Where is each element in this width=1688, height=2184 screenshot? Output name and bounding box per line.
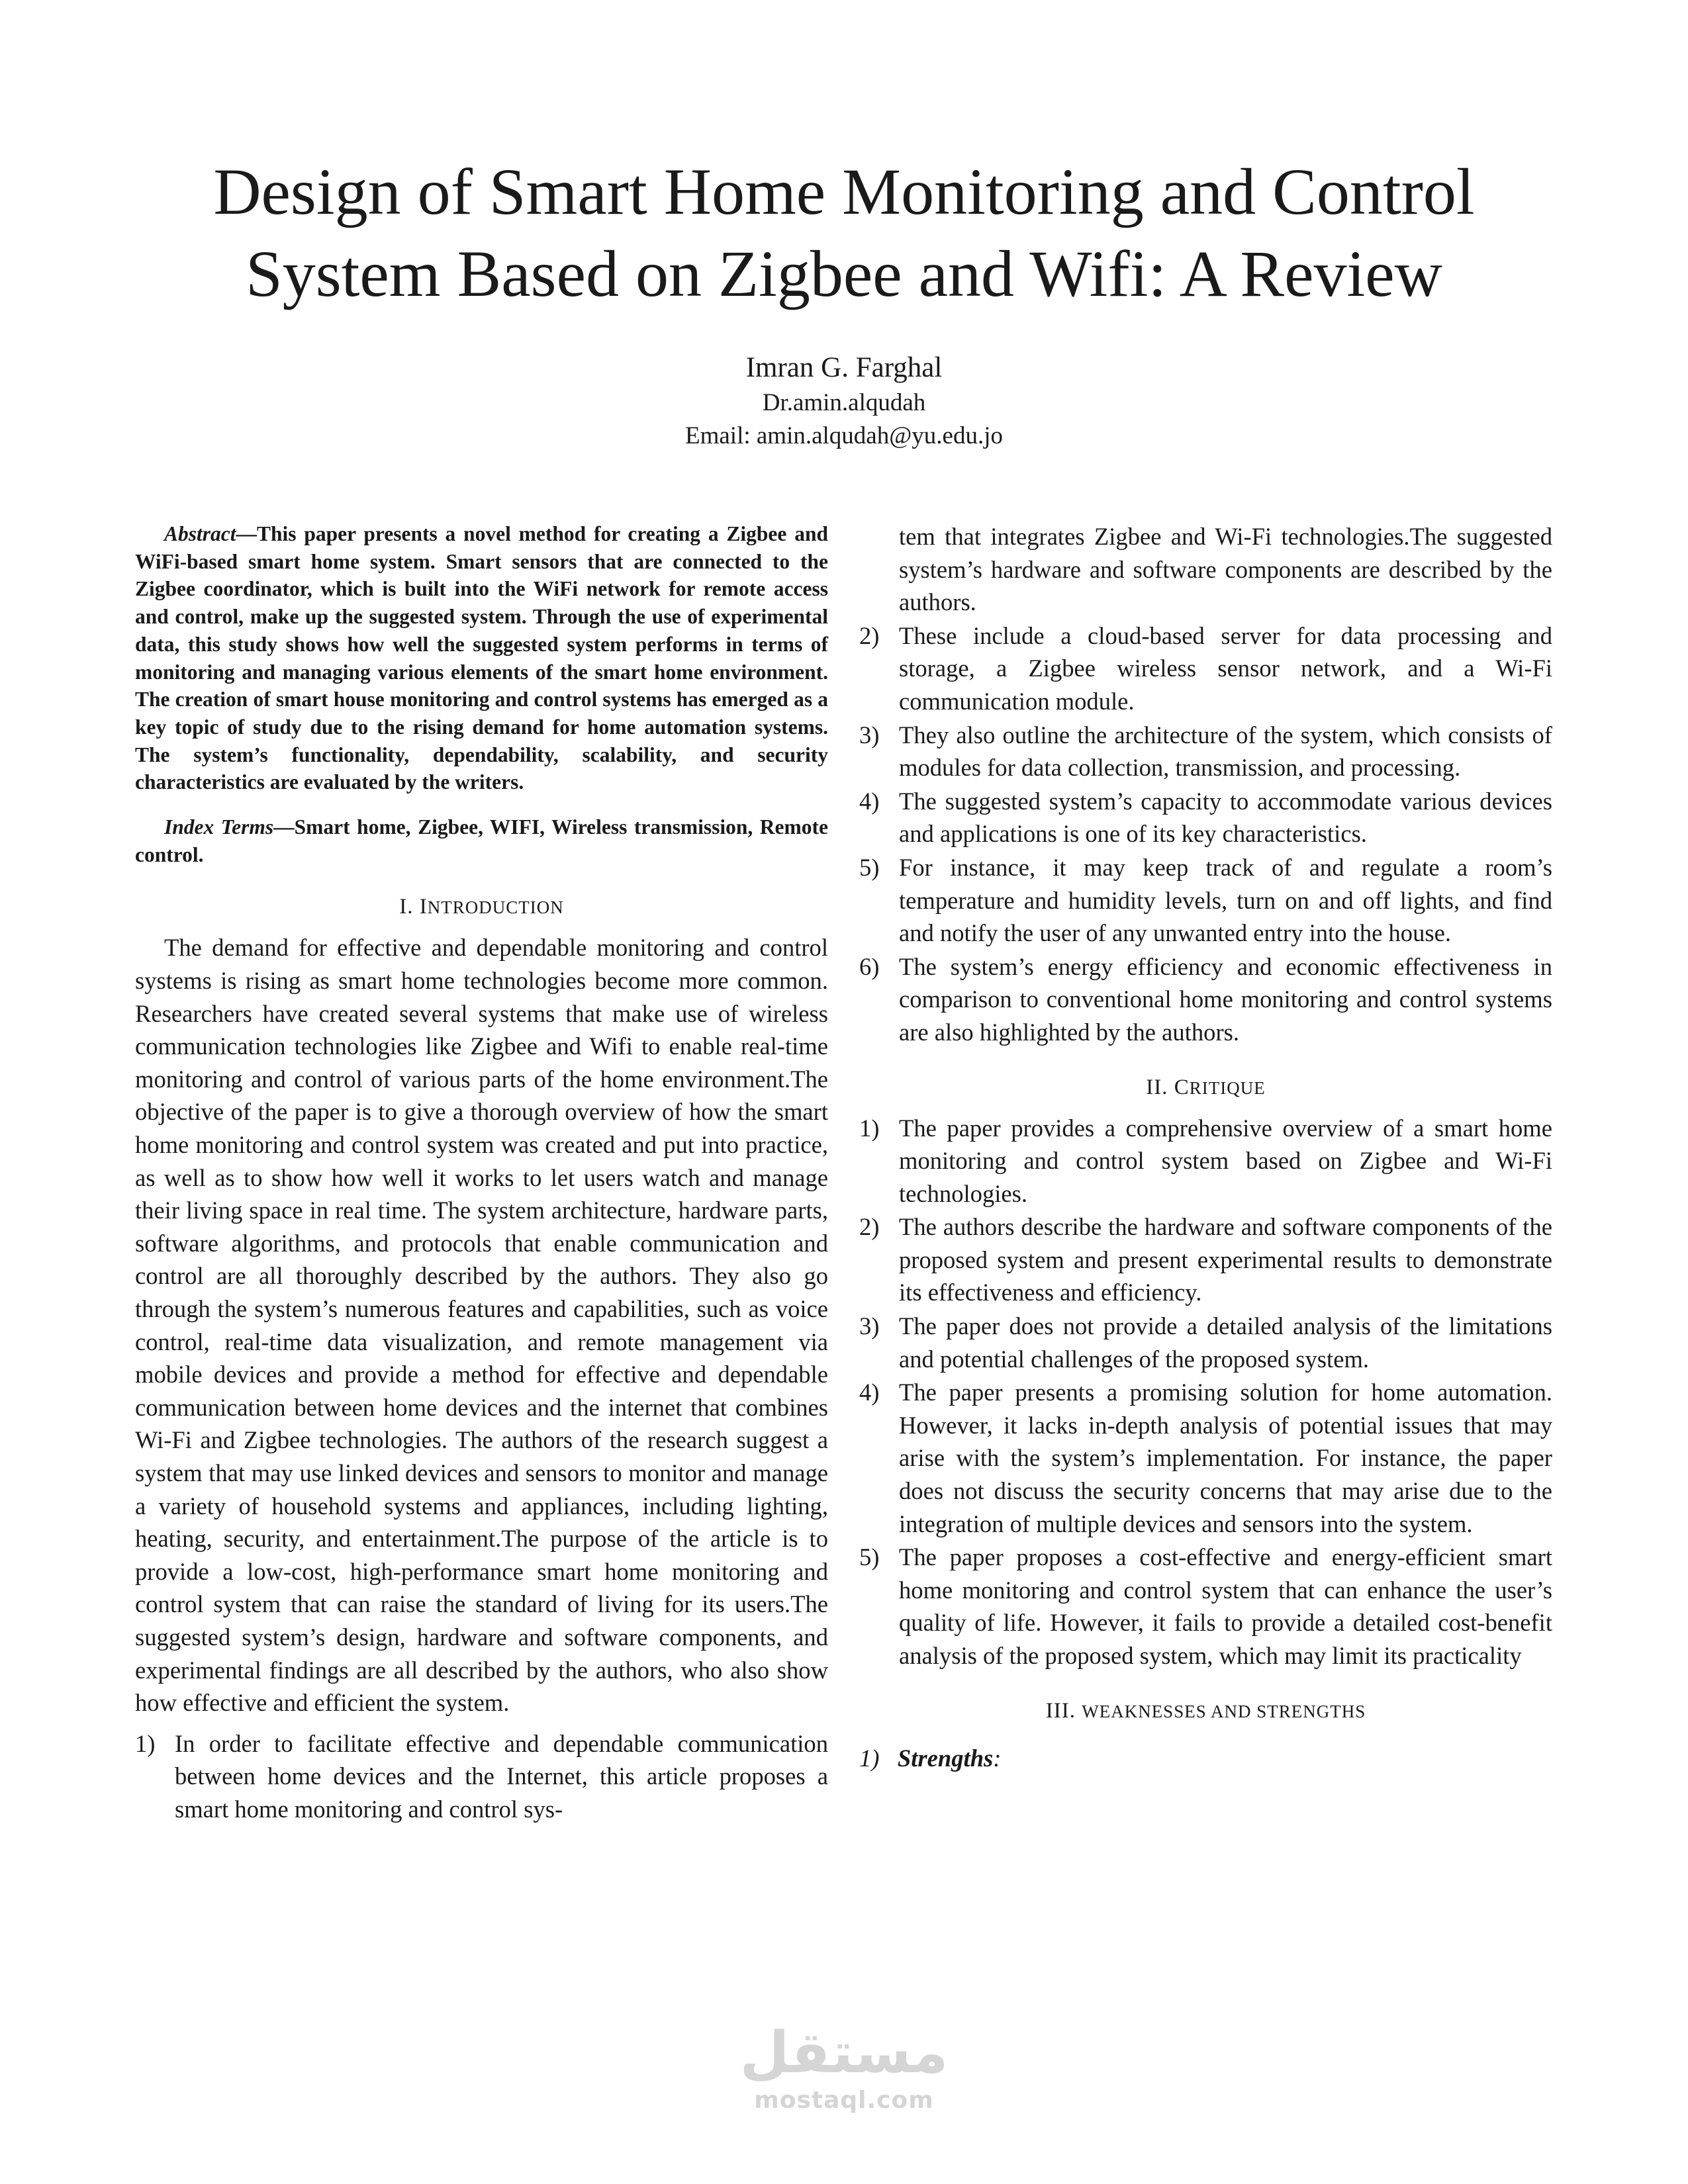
list-item [859,1376,1552,1540]
intro-list-part-2 [859,619,1552,1049]
section-title-rest: RITIQUE [1189,1077,1266,1098]
section-heading-weaknesses-strengths [859,1696,1552,1726]
list-number: 3) [859,721,880,749]
list-text: The suggested system’s capacity to accommodate various devices and applications is one of its key characteristics. [899,787,1552,848]
title-line-1: Design of Smart Home Monitoring and Control [213,155,1475,228]
list-number: 6) [859,952,880,980]
subsection-strengths [859,1742,1552,1775]
list-number: 3) [859,1312,880,1340]
list-item [859,851,1552,950]
list-item-continuation: tem that integrates Zigbee and Wi-Fi technologies.The suggested system’s hardware and software components are described by the authors. [899,523,1552,616]
list-text: The paper provides a comprehensive overview of a smart home monitoring and control system based on Zigbee and Wi-Fi technologies. [899,1114,1552,1207]
section-numeral: II. [1146,1075,1174,1099]
subsection-title: Strengths [897,1744,994,1772]
list-text: In order to facilitate effective and dependable communication between home devices and the Internet, this article proposes a smart home monitoring and control sys- [175,1729,828,1823]
index-terms-text: —Smart home, Zigbee, WIFI, Wireless transmission, Remote control. [135,815,828,866]
paper-title [119,151,1569,315]
list-number: 5) [859,853,880,881]
subsection-number: 1) [859,1744,880,1772]
author-name: Imran G. Farghal [745,352,943,383]
list-number: 4) [859,1379,880,1406]
author-email: Email: amin.alqudah@yu.edu.jo [684,422,1004,449]
mostaql-watermark [718,2020,970,2115]
list-item [859,785,1552,850]
subsection-colon: : [993,1744,1002,1772]
list-number: 4) [859,787,880,815]
intro-paragraph: The demand for effective and dependable monitoring and control systems is rising as smart home technologies become more common. Researchers have created several systems that make use of wireless communication technologies like Zigbee and Wifi to enable real-time monitoring and control of various parts of the home environment.The objective of the paper is to give a thorough overview of how the smart home monitoring and control system was created and put into practice, as well as to show how well it works to let users watch and manage their living space in real time. The system architecture, hardware parts, software algorithms, and protocols that enable communication and control are all thoroughly described by the authors. They also go through the system’s numerous features and capabilities, such as voice control, real-time data visualization, and remote management via mobile devices and provide a method for effective and dependable communication between home devices and the internet that combines Wi-Fi and Zigbee technologies. The authors of the research suggest a system that may use linked devices and sensors to monitor and manage a variety of household systems and appliances, including lighting, heating, security, and entertainment.The purpose of the article is to provide a low-cost, high-performance smart home monitoring and control system that can raise the standard of living for its users.The suggested system’s design, hardware and software components, and experimental findings are all described by the authors, who also show how effective and efficient the system. [135,934,828,1717]
watermark-url: mostaql.com [754,2087,934,2114]
list-text: These include a cloud-based server for data processing and storage, a Zigbee wireless sensor network, and a Wi-Fi communication module. [899,621,1552,715]
title-line-2: System Based on Zigbee and Wifi: A Review [246,237,1442,310]
list-item [859,1112,1552,1210]
list-text: The paper presents a promising solution for home automation. However, it lacks in-depth analysis of potential issues that may arise with the system’s implementation. For instance, the paper does not discuss the security concerns that may arise due to the integration of multiple devices and sensors into the system. [899,1379,1552,1537]
list-item [859,619,1552,718]
list-item [859,1210,1552,1309]
list-number: 5) [859,1543,880,1571]
left-column [135,520,828,1826]
section-initial: I [419,895,428,919]
list-item [859,719,1552,784]
index-terms-label: Index Terms [164,815,274,839]
list-number: 2) [859,1213,880,1241]
list-number: 1) [859,1114,880,1142]
list-text: The system’s energy efficiency and economic effectiveness in comparison to conventional home monitoring and control systems are also highlighted by the authors. [899,952,1552,1046]
list-text: The authors describe the hardware and software components of the proposed system and present experimental results to demonstrate its effectiveness and efficiency. [899,1213,1552,1306]
abstract [135,520,828,796]
section-title-rest: NTRODUCTION [427,897,564,918]
list-item [859,950,1552,1049]
list-item [135,1727,828,1826]
list-text: The paper proposes a cost-effective and energy-efficient smart home monitoring and control system that can enhance the user’s quality of life. However, it fails to provide a detailed cost-benefit analysis of the proposed system, which may limit its practicality [899,1543,1552,1669]
intro-list-part-1 [135,1727,828,1826]
list-text: They also outline the architecture of the system, which consists of modules for data collection, transmission, and processing. [899,721,1552,782]
section-initial: C [1174,1075,1190,1099]
author-block [0,349,1688,453]
critique-list [859,1112,1552,1672]
list-number: 2) [859,621,880,649]
section-heading-critique [859,1073,1552,1103]
watermark-logo-text: مستقل [739,2020,949,2086]
section-numeral: I. [399,895,420,919]
index-terms [135,813,828,868]
right-column [859,520,1552,1774]
section-heading-introduction [135,892,828,922]
list-number: 1) [135,1729,156,1757]
list-text: The paper does not provide a detailed analysis of the limitations and potential challenges of the proposed system. [899,1312,1552,1373]
section-title-rest: WEAKNESSES AND STRENGTHS [1082,1701,1366,1721]
section-numeral: III. [1045,1698,1082,1723]
list-item [859,1310,1552,1375]
abstract-text: —This paper presents a novel method for creating a Zigbee and WiFi-based smart home system. Smart sensors that are connected to the Zigbee coordinator, which is built into the WiFi network for remote access and control, make up the suggested system. Through the use of experimental data, this study shows how well the suggested system performs in terms of monitoring and managing various elements of the smart home environment. The creation of smart house monitoring and control systems has emerged as a key topic of study due to the rising demand for home automation systems. The system’s functionality, dependability, scalability, and security characteristics are evaluated by the writers. [135,522,828,794]
list-item [859,1541,1552,1672]
list-text: For instance, it may keep track of and regulate a room’s temperature and humidity levels, turn on and off lights, and find and notify the user of any unwanted entry into the house. [899,853,1552,947]
abstract-label: Abstract [164,522,236,545]
author-affiliation: Dr.amin.alqudah [762,389,926,416]
